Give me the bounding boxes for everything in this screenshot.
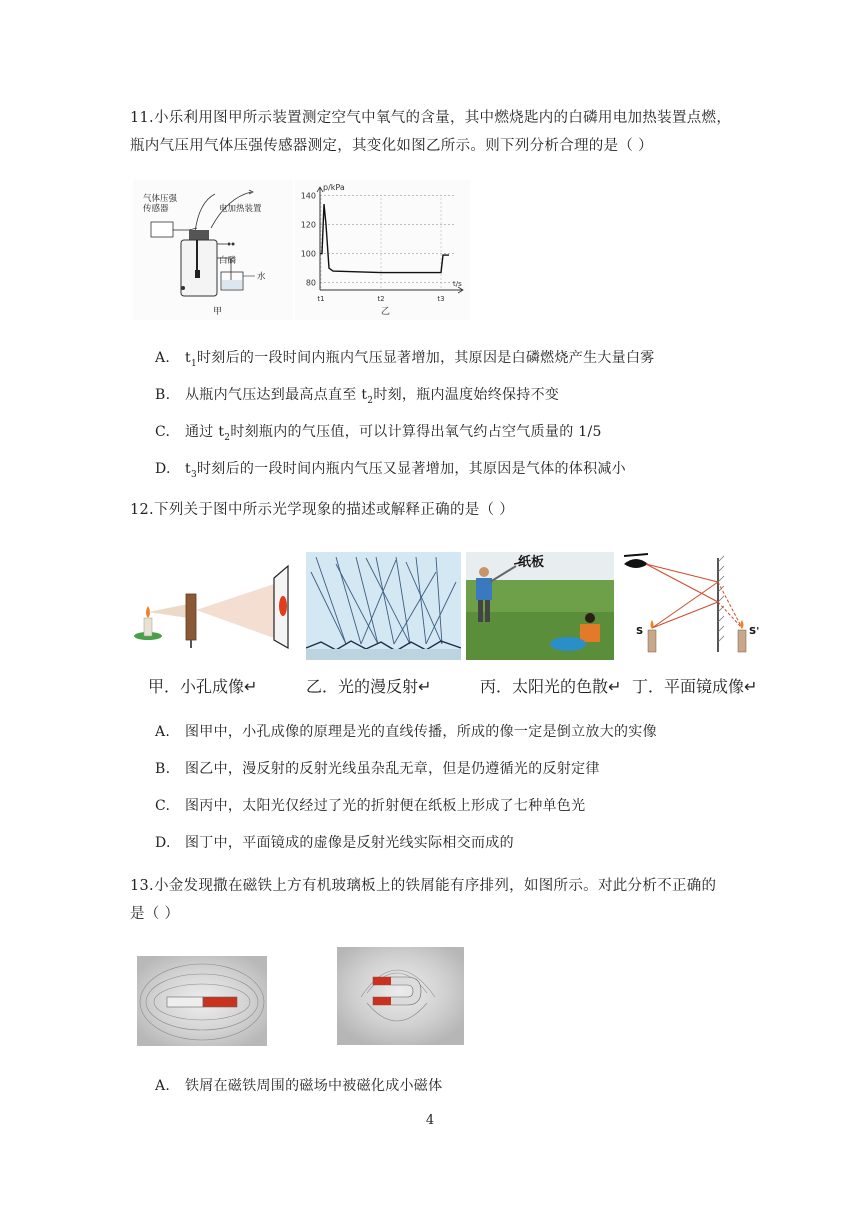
y-tick-label-80: 80 [305, 278, 316, 288]
q12-option-d-letter: D. [155, 835, 171, 851]
q11-option-b-text: 时刻，瓶内温度始终保持不变 [373, 387, 560, 403]
q11-option-c-pre: 通过 t [185, 424, 225, 440]
q11-option-b-pre: 从瓶内气压达到最高点直至 t [185, 387, 368, 403]
x-axis-label: t/s [453, 280, 462, 288]
q11-option-a[interactable] [155, 348, 655, 374]
q13-option-a-letter: A. [155, 1078, 171, 1094]
phosphorus-label: 白磷 [219, 256, 237, 266]
q11-option-d-sub: 3 [190, 469, 197, 480]
q11-option-a-letter: A. [155, 350, 171, 366]
x-tick-label-t1: t1 [317, 295, 325, 303]
q12-stem [130, 496, 514, 524]
q11-option-b-letter: B. [155, 387, 171, 403]
pressure-chart-svg [295, 180, 470, 320]
q12-option-c-text: 图丙中，太阳光仅经过了光的折射便在纸板上形成了七种单色光 [185, 798, 586, 814]
x-tick-label-t3: t3 [437, 295, 445, 303]
caption-jia: 甲．小孔成像↵ [148, 677, 258, 696]
q11-option-d-pre: t [185, 461, 191, 477]
q11-option-a-sub: 1 [190, 358, 197, 369]
q12-option-b-letter: B. [155, 761, 171, 777]
board-label: 纸板 [518, 555, 545, 570]
q11-option-c-letter: C. [155, 424, 171, 440]
q12-option-a-letter: A. [155, 724, 171, 740]
q13-line2: 是（ ） [130, 906, 180, 922]
q11-option-d-text: 时刻后的一段时间内瓶内气压又显著增加，其原因是气体的体积减小 [196, 461, 626, 477]
diffuse-reflection-illustration [306, 552, 461, 660]
heater-label: 电加热装置 [219, 204, 262, 214]
q13-stem [130, 872, 716, 928]
fig-yi-caption: 乙 [381, 307, 391, 317]
s-prime-label: S' [749, 626, 760, 637]
y-tick-label-140: 140 [300, 191, 316, 201]
fig-optics-strip [128, 548, 768, 700]
sunlight-dispersion-photo [466, 552, 614, 660]
q11-stem [130, 104, 731, 160]
s-label: S [636, 626, 644, 637]
fig-jia-caption: 甲 [213, 307, 223, 317]
water-label: 水 [257, 272, 266, 282]
q12-option-b-text: 图乙中，漫反射的反射光线虽杂乱无章，但是仍遵循光的反射定律 [185, 761, 600, 777]
q11-option-b[interactable] [155, 385, 559, 411]
q12-option-c[interactable] [155, 796, 585, 816]
q13-option-a-text: 铁屑在磁铁周围的磁场中被磁化成小磁体 [185, 1078, 443, 1094]
q11-option-d-letter: D. [155, 461, 171, 477]
q11-option-c-sub: 2 [224, 432, 231, 443]
page-number: 4 [425, 1113, 435, 1128]
x-tick-label-t2: t2 [377, 295, 385, 303]
q11-option-a-text: 时刻后的一段时间内瓶内气压显著增加，其原因是白磷燃烧产生大量白雾 [196, 350, 655, 366]
fig-apparatus [133, 180, 293, 324]
q11-line1: 11.小乐利用图甲所示装置测定空气中氧气的含量，其中燃烧匙内的白磷用电加热装置点燃， [130, 110, 732, 126]
q12-line1: 12.下列关于图中所示光学现象的描述或解释正确的是（ ） [130, 502, 515, 518]
q12-option-a-text: 图甲中，小孔成像的原理是光的直线传播，所成的像一定是倒立放大的实像 [185, 724, 657, 740]
fig-horseshoe-magnet-filings [337, 947, 464, 1049]
q11-option-b-sub: 2 [367, 395, 374, 406]
q12-option-b[interactable] [155, 759, 600, 779]
fig-bar-magnet-filings [137, 956, 267, 1050]
q11-option-a-pre: t [185, 350, 191, 366]
pinhole-imaging-illustration [128, 548, 303, 663]
q12-option-d-text: 图丁中，平面镜成的虚像是反射光线实际相交而成的 [185, 835, 514, 851]
q12-option-a[interactable] [155, 722, 657, 742]
q11-line2: 瓶内气压用气体压强传感器测定，其变化如图乙所示。则下列分析合理的是（ ） [130, 138, 653, 154]
q12-option-c-letter: C. [155, 798, 171, 814]
q11-option-c-text: 时刻瓶内的气压值，可以计算得出氧气约占空气质量的 1/5 [230, 424, 602, 440]
q13-option-a[interactable] [155, 1076, 442, 1096]
plane-mirror-illustration [618, 548, 768, 663]
q11-option-d[interactable] [155, 459, 626, 485]
y-axis-label: p/kPa [323, 183, 345, 192]
y-tick-label-120: 120 [300, 220, 316, 230]
caption-bing: 丙．太阳光的色散↵ [480, 677, 622, 696]
caption-ding: 丁．平面镜成像↵ [632, 677, 758, 696]
q13-line1: 13.小金发现撒在磁铁上方有机玻璃板上的铁屑能有序排列，如图所示。对此分析不正确的 [130, 878, 717, 894]
caption-yi: 乙．光的漫反射↵ [306, 677, 432, 696]
q12-option-d[interactable] [155, 833, 514, 853]
y-tick-label-100: 100 [300, 249, 316, 259]
q11-option-c[interactable] [155, 422, 602, 448]
sensor-label: 气体压强传感器 [143, 194, 178, 214]
fig-pressure-chart [295, 180, 470, 324]
